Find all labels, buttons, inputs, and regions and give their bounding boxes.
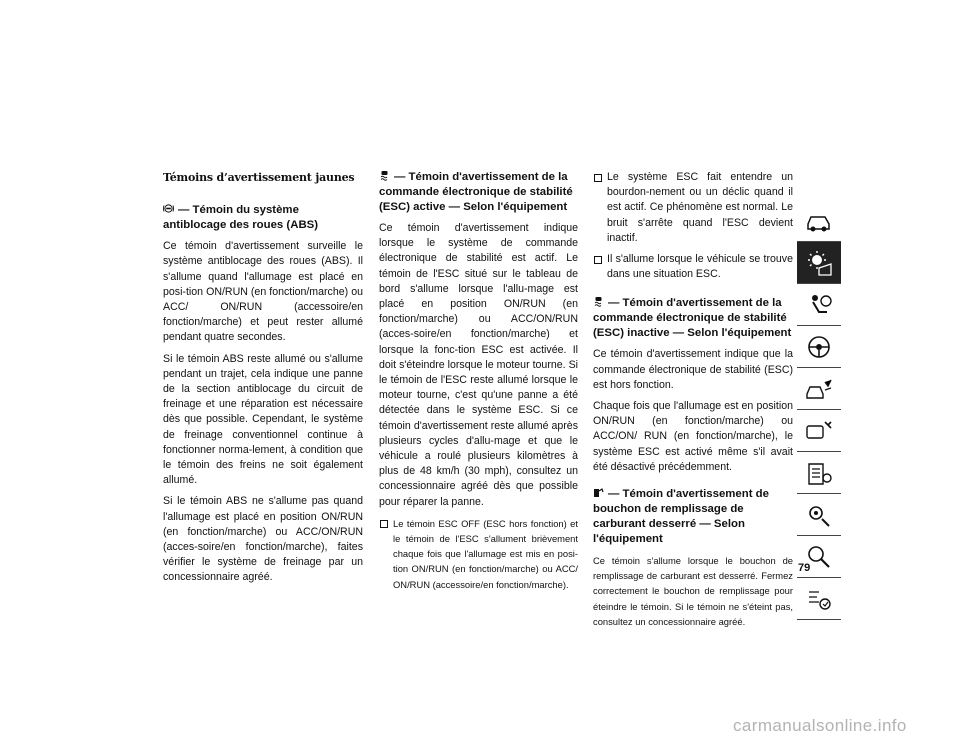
column-1 <box>163 170 363 592</box>
bullet-marker <box>594 174 602 182</box>
tab-checklist[interactable] <box>797 452 841 494</box>
tab-steering-wheel[interactable] <box>797 326 841 368</box>
chapter-tabs <box>797 200 841 620</box>
esc-icon <box>379 170 390 181</box>
gear-wrench-icon <box>805 502 833 528</box>
bullet-marker <box>380 520 388 528</box>
section-title: Témoins d’avertissement jaunes <box>163 171 355 184</box>
list-item: Le système ESC fait entendre un bourdon-nement ou un déclic quand il est actif. Ce phénomène est normal. Le bruit s'arrête quand l'ESC devient inactif. <box>593 170 793 246</box>
tab-index[interactable] <box>797 578 841 620</box>
abs-paragraph-2: Si le témoin ABS reste allumé ou s'allume pendant un trajet, cela indique une panne de la section antiblocage du circuit de freinage et une réparation est nécessaire dès que possible. Cependant, le système de freinage conventionnel continue à fonctionner norma-lement, à condition que le témoin des freins ne soit également allumé. <box>163 352 363 487</box>
steering-wheel-icon <box>805 334 833 360</box>
esc-bullets <box>379 516 578 592</box>
warning-light-icon <box>805 250 833 276</box>
watermark: carmanualsonline.info <box>733 716 907 735</box>
tab-airbag[interactable] <box>797 284 841 326</box>
abs-heading: — Témoin du système antiblocage des roues (ABS) <box>163 204 319 232</box>
bullet-marker <box>594 256 602 264</box>
esc-off-icon <box>593 296 604 307</box>
tab-warning-lights[interactable] <box>797 242 841 284</box>
fuel-cap-heading: — Témoin d'avertissement de bouchon de remplissage de carburant desserré — Selon l'équipement <box>593 488 769 546</box>
esc-off-paragraph-1: Ce témoin d'avertissement indique que la commande électronique de stabilité (ESC) est hors fonction. <box>593 348 793 391</box>
tab-car[interactable] <box>797 200 841 242</box>
tab-crash[interactable] <box>797 368 841 410</box>
abs-paragraph-3: Si le témoin ABS ne s'allume pas quand l'allumage est placé en position ON/RUN (en fonction/marche) ou ACC/ON/RUN (acces-soire/en fonction/marche), faites vérifier le système de freinage par un concessionnaire agréé. <box>163 495 363 584</box>
list-item: Il s'allume lorsque le véhicule se trouve dans une situation ESC. <box>593 252 793 282</box>
tab-car-service[interactable] <box>797 410 841 452</box>
abs-paragraph-1: Ce témoin d'avertissement surveille le système antiblocage des roues (ABS). Il s'allume quand l'allumage est placé en posi-tion ON/RUN (en fonction/marche) ou ACC/ ON/RUN (accessoire/en fonction/marche) et peut rester allumé pendant quatre secondes. <box>163 240 363 344</box>
crash-icon <box>805 376 833 402</box>
column-3 <box>593 170 793 635</box>
fuel-cap-paragraph: Ce témoin s'allume lorsque le bouchon de remplissage de carburant est desserré. Fermez correctement le bouchon de remplissage pour éteindre le témoin. Si le témoin ne s'éteint pas, consultez un concessionnaire agréé. <box>593 555 793 627</box>
car-service-icon <box>805 418 833 444</box>
fuel-cap-icon <box>593 487 604 498</box>
column-2 <box>379 170 578 598</box>
esc-bullets-continued <box>593 170 793 282</box>
esc-active-heading: — Témoin d'avertissement de la commande électronique de stabilité (ESC) active — Selon l'équipement <box>379 171 573 213</box>
abs-icon <box>163 203 174 214</box>
airbag-icon <box>805 292 833 318</box>
list-item: Le témoin ESC OFF (ESC hors fonction) et le témoin de l'ESC s'allument brièvement chaque fois que l'allumage est mis en posi-tion ON/RUN (en fonction/marche) ou ACC/ ON/RUN (accessoire/en fonction/marche). <box>379 516 578 592</box>
page-number: 79 <box>798 562 811 574</box>
esc-off-heading: — Témoin d'avertissement de la commande électronique de stabilité (ESC) inactive — Selon l'équipement <box>593 297 792 340</box>
tab-maintenance[interactable] <box>797 494 841 536</box>
esc-paragraph-1: Ce témoin d'avertissement indique lorsque le système de commande électronique de stabilité est actif. Le témoin de l'ESC situé sur le tableau de bord s'allume lorsque l'allu-mage est placé en position ON/RUN (en fonction/marche) ou ACC/ON/RUN (acces-soire/en fonction/marche) et lorsque la fonc-tion ESC est activée. Il doit s'éteindre lorsque le moteur tourne. Si le témoin de l'ESC reste allumé lorsque le moteur tourne, c'est qu'une panne a été détectée dans le système ESC. Si ce témoin d'avertissement reste allumé après plusieurs cycles d'allu-mage et que le véhicule a roulé plusieurs kilomètres à plus de 48 km/h (30 mph), consultez un concessionnaire agréé dès que possible pour réparer la panne. <box>379 222 578 508</box>
index-icon <box>805 586 833 612</box>
checklist-icon <box>805 460 833 486</box>
car-icon <box>805 208 833 234</box>
esc-off-paragraph-2: Chaque fois que l'allumage est en position ON/RUN (en fonction/marche) ou ACC/ON/ RUN (en fonction/marche), le système ESC est activé même s'il avait été désactivé précédemment. <box>593 400 793 473</box>
